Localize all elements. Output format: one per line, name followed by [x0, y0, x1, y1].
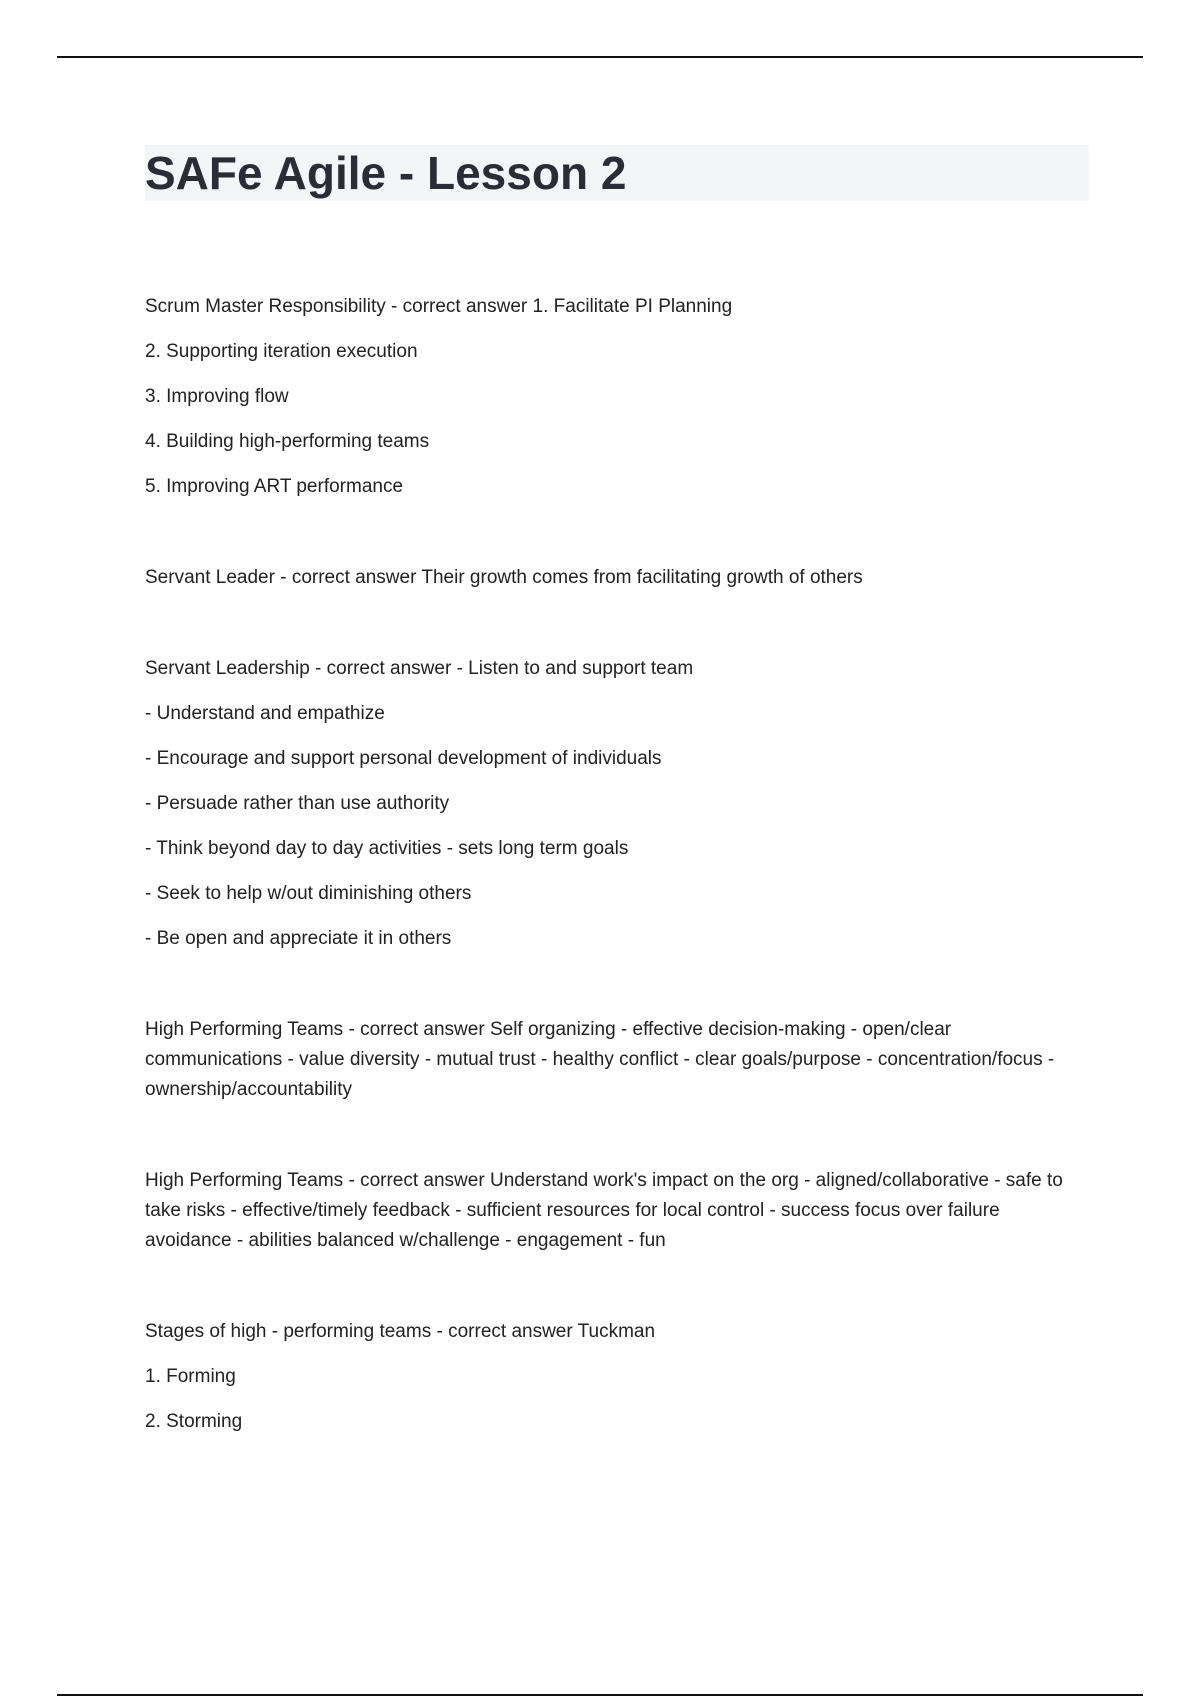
- qa-entry: [145, 654, 1090, 954]
- answer-line: 5. Improving ART performance: [145, 476, 404, 497]
- term-separator: -: [431, 1321, 449, 1342]
- term-text: Scrum Master Responsibility: [145, 296, 386, 317]
- answer-line: - Encourage and support personal development of individuals: [145, 748, 662, 769]
- qa-entry-first-line: [145, 563, 1090, 593]
- page-title: SAFe Agile - Lesson 2: [145, 147, 627, 199]
- answer-line: - Persuade rather than use authority: [145, 793, 450, 814]
- answer-text: Understand work's impact on the org - aligned/collaborative - safe to take risks - effective/timely feedback - sufficient resources for local control - success focus over failure avoidance - abilities balanced w/challenge - engagement - fun: [145, 1170, 1063, 1251]
- qa-entry-first-line: [145, 654, 1090, 684]
- qa-entry: [145, 1166, 1090, 1256]
- qa-entry-first-line: [145, 1166, 1090, 1256]
- answer-line: - Be open and appreciate it in others: [145, 928, 452, 949]
- bottom-rule: [57, 1694, 1143, 1696]
- answer-line: 3. Improving flow: [145, 386, 289, 407]
- qa-entry-first-line: [145, 1317, 1090, 1347]
- term-text: High Performing Teams: [145, 1019, 344, 1040]
- answer-marker: correct answer: [360, 1019, 485, 1040]
- answer-line: 2. Storming: [145, 1411, 243, 1432]
- term-separator: -: [385, 296, 403, 317]
- answer-marker: correct answer: [360, 1170, 485, 1191]
- top-rule: [57, 56, 1143, 58]
- answer-marker: correct answer: [448, 1321, 573, 1342]
- answer-line: - Think beyond day to day activities - sets long term goals: [145, 838, 629, 859]
- answer-text: - Listen to and support team: [456, 658, 694, 679]
- answer-line: 4. Building high-performing teams: [145, 431, 430, 452]
- answer-line: - Seek to help w/out diminishing others: [145, 883, 472, 904]
- term-separator: -: [343, 1019, 361, 1040]
- qa-entry: [145, 292, 1090, 502]
- answer-marker: correct answer: [402, 296, 528, 317]
- answer-marker: correct answer: [326, 658, 452, 679]
- answer-text: Their growth comes from facilitating growth of others: [421, 567, 863, 588]
- term-text: Servant Leadership: [145, 658, 310, 679]
- answer-line: 2. Supporting iteration execution: [145, 341, 418, 362]
- qa-entry: [145, 563, 1090, 593]
- qa-entry: [145, 1317, 1090, 1437]
- term-separator: -: [309, 658, 327, 679]
- term-text: Servant Leader: [145, 567, 275, 588]
- qa-entry-first-line: [145, 1015, 1090, 1105]
- answer-marker: correct answer: [291, 567, 417, 588]
- term-text: High Performing Teams: [145, 1170, 344, 1191]
- answer-text: 1. Facilitate PI Planning: [532, 296, 733, 317]
- term-separator: -: [274, 567, 292, 588]
- qa-entry: [145, 1015, 1090, 1105]
- answer-line: - Understand and empathize: [145, 703, 385, 724]
- qa-entry-first-line: [145, 292, 1090, 322]
- qa-list: [145, 292, 1090, 1437]
- answer-text: Self organizing - effective decision-making - open/clear communications - value diversity - mutual trust - healthy conflict - clear goals/purpose - concentration/focus - ownership/accountability: [145, 1019, 1055, 1100]
- answer-text: Tuckman: [577, 1321, 656, 1342]
- answer-line: 1. Forming: [145, 1366, 236, 1387]
- term-text: Stages of high - performing teams: [145, 1321, 432, 1342]
- term-separator: -: [343, 1170, 361, 1191]
